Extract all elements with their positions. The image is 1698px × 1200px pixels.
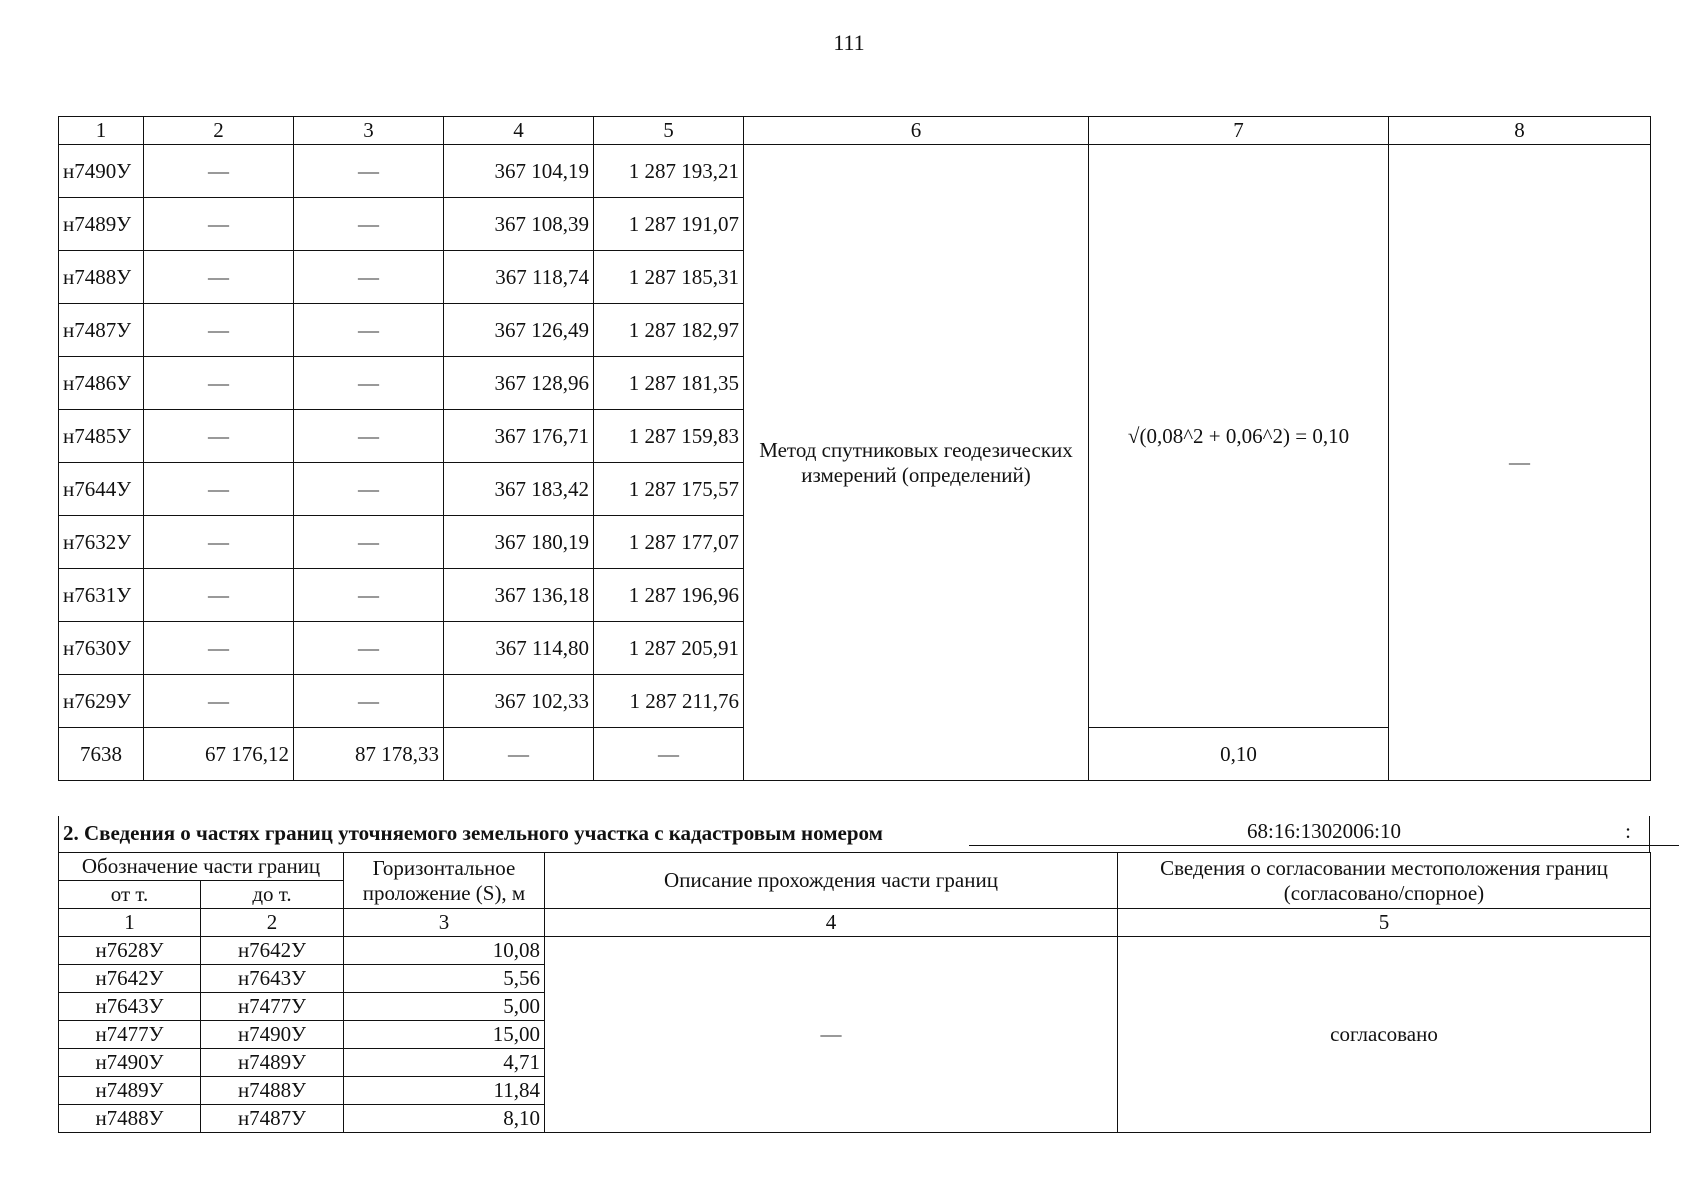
- cell-y: —: [594, 728, 744, 781]
- cell-y: 1 287 177,07: [594, 516, 744, 569]
- cell-x: 367 183,42: [444, 463, 594, 516]
- point-name: н7486У: [59, 357, 144, 410]
- cell-col2: —: [144, 622, 294, 675]
- method-cell: Метод спутниковых геодезических измерений (определений): [744, 145, 1089, 781]
- horizontal-distance: 4,71: [344, 1049, 545, 1077]
- to-header: до т.: [201, 881, 344, 909]
- to-point: н7488У: [201, 1077, 344, 1105]
- from-point: н7490У: [59, 1049, 201, 1077]
- col-number: 6: [744, 117, 1089, 145]
- cell-col3: —: [294, 304, 444, 357]
- col-number: 1: [59, 909, 201, 937]
- part-designation-header: Обозначение части границ: [59, 853, 344, 881]
- cell-col3: —: [294, 198, 444, 251]
- point-name: н7631У: [59, 569, 144, 622]
- cell-col2: —: [144, 145, 294, 198]
- cell-y: 1 287 196,96: [594, 569, 744, 622]
- from-point: н7477У: [59, 1021, 201, 1049]
- agreement-header: Сведения о согласовании местоположения границ (согласовано/спорное): [1118, 853, 1651, 909]
- cell-x: 367 126,49: [444, 304, 594, 357]
- cell-col3: —: [294, 251, 444, 304]
- cell-col2: —: [144, 251, 294, 304]
- cadastral-underline: [969, 845, 1679, 846]
- section2-title: 2. Сведения о частях границ уточняемого земельного участка с кадастровым номером: [63, 821, 883, 845]
- point-name: н7489У: [59, 198, 144, 251]
- cell-x: 367 136,18: [444, 569, 594, 622]
- cell-x: 367 114,80: [444, 622, 594, 675]
- cell-col2: —: [144, 569, 294, 622]
- table-row: [59, 937, 1651, 965]
- col-number: 4: [545, 909, 1118, 937]
- horizontal-distance: 5,00: [344, 993, 545, 1021]
- col-number: 7: [1089, 117, 1389, 145]
- cell-col2: —: [144, 357, 294, 410]
- cell-col3: —: [294, 675, 444, 728]
- cell-col2: —: [144, 675, 294, 728]
- point-name: н7485У: [59, 410, 144, 463]
- to-point: н7490У: [201, 1021, 344, 1049]
- cell-x: 367 104,19: [444, 145, 594, 198]
- col-number: 3: [344, 909, 545, 937]
- table-row: [59, 145, 1651, 198]
- col-number: 5: [594, 117, 744, 145]
- cell-col2: —: [144, 304, 294, 357]
- to-point: н7487У: [201, 1105, 344, 1133]
- boundary-parts-table: [58, 852, 1651, 1133]
- cell-col3: —: [294, 357, 444, 410]
- to-point: н7643У: [201, 965, 344, 993]
- cell-y: 1 287 205,91: [594, 622, 744, 675]
- cell-col2: —: [144, 516, 294, 569]
- accuracy-formula-cell: √(0,08^2 + 0,06^2) = 0,10: [1089, 145, 1389, 728]
- cell-y: 1 287 193,21: [594, 145, 744, 198]
- boundary-points-table: [58, 116, 1651, 781]
- description-header: Описание прохождения части границ: [545, 853, 1118, 909]
- agreement-cell: согласовано: [1118, 937, 1651, 1133]
- cell-x: —: [444, 728, 594, 781]
- cell-x: 367 108,39: [444, 198, 594, 251]
- cell-y: 1 287 211,76: [594, 675, 744, 728]
- cell-x: 367 128,96: [444, 357, 594, 410]
- page-number: 111: [833, 30, 865, 55]
- cell-col3: —: [294, 410, 444, 463]
- point-name: н7644У: [59, 463, 144, 516]
- cell-col2: —: [144, 463, 294, 516]
- horizontal-distance: 15,00: [344, 1021, 545, 1049]
- horizontal-distance: 5,56: [344, 965, 545, 993]
- horizontal-distance: 11,84: [344, 1077, 545, 1105]
- point-name: н7487У: [59, 304, 144, 357]
- point-name: н7630У: [59, 622, 144, 675]
- column-number-row: [59, 117, 1651, 145]
- cadastral-number: 68:16:1302006:10: [1246, 819, 1401, 843]
- cell-col2: —: [144, 410, 294, 463]
- cell-y: 1 287 185,31: [594, 251, 744, 304]
- point-name: 7638: [59, 728, 144, 781]
- cell-col2: —: [144, 198, 294, 251]
- from-header: от т.: [59, 881, 201, 909]
- horizontal-distance: 8,10: [344, 1105, 545, 1133]
- title-colon: :: [1625, 819, 1631, 843]
- point-name: н7490У: [59, 145, 144, 198]
- cell-x: 367 180,19: [444, 516, 594, 569]
- col-number: 3: [294, 117, 444, 145]
- col-number: 8: [1389, 117, 1651, 145]
- col-number: 2: [201, 909, 344, 937]
- column-number-row: [59, 909, 1651, 937]
- description-cell: —: [545, 937, 1118, 1133]
- cell-x: 367 176,71: [444, 410, 594, 463]
- point-name: н7488У: [59, 251, 144, 304]
- cell-col3: —: [294, 622, 444, 675]
- col-number: 2: [144, 117, 294, 145]
- col-number: 5: [1118, 909, 1651, 937]
- cell-col2: 67 176,12: [144, 728, 294, 781]
- from-point: н7642У: [59, 965, 201, 993]
- from-point: н7643У: [59, 993, 201, 1021]
- cell-y: 1 287 181,35: [594, 357, 744, 410]
- horizontal-header: Горизонтальное проложение (S), м: [344, 853, 545, 909]
- cell-col3: —: [294, 516, 444, 569]
- cell-col3: 87 178,33: [294, 728, 444, 781]
- from-point: н7489У: [59, 1077, 201, 1105]
- from-point: н7628У: [59, 937, 201, 965]
- cell-col3: —: [294, 145, 444, 198]
- point-name: н7629У: [59, 675, 144, 728]
- section2-title-bar: [58, 816, 1650, 852]
- point-name: н7632У: [59, 516, 144, 569]
- col8-cell: —: [1389, 145, 1651, 781]
- cell-y: 1 287 159,83: [594, 410, 744, 463]
- cell-col3: —: [294, 463, 444, 516]
- cell-y: 1 287 175,57: [594, 463, 744, 516]
- to-point: н7642У: [201, 937, 344, 965]
- cell-col3: —: [294, 569, 444, 622]
- from-point: н7488У: [59, 1105, 201, 1133]
- cell-x: 367 118,74: [444, 251, 594, 304]
- cell-x: 367 102,33: [444, 675, 594, 728]
- col-number: 1: [59, 117, 144, 145]
- cell-y: 1 287 191,07: [594, 198, 744, 251]
- accuracy-last-cell: 0,10: [1089, 728, 1389, 781]
- horizontal-distance: 10,08: [344, 937, 545, 965]
- to-point: н7489У: [201, 1049, 344, 1077]
- cell-y: 1 287 182,97: [594, 304, 744, 357]
- to-point: н7477У: [201, 993, 344, 1021]
- col-number: 4: [444, 117, 594, 145]
